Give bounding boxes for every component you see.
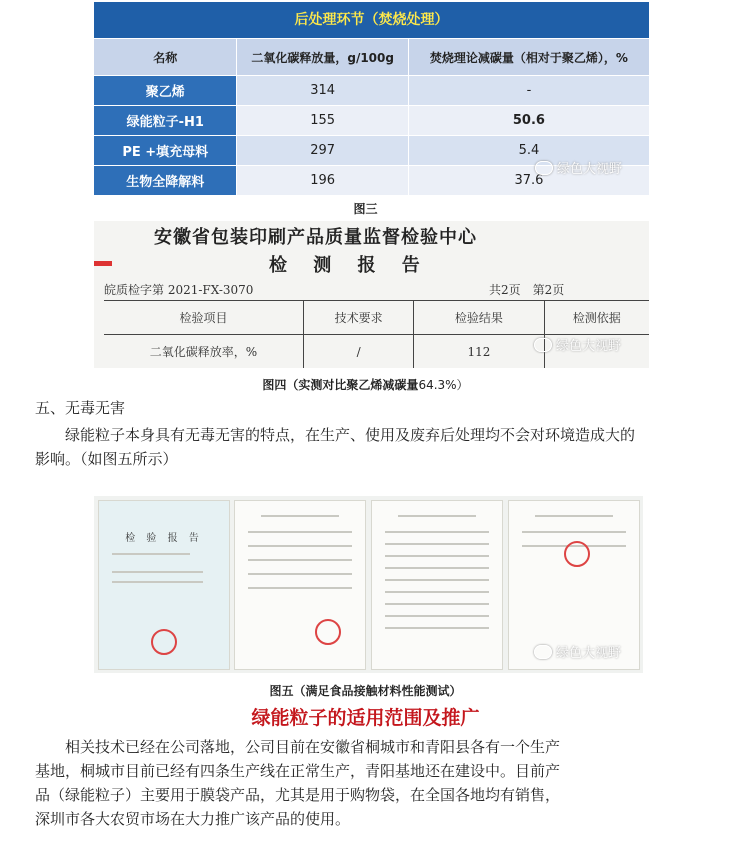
row-co2: 297	[236, 136, 407, 165]
paragraph-line: 相关技术已经在公司落地，公司目前在安徽省桐城市和青阳县各有一个生产	[65, 738, 561, 756]
report-table	[104, 300, 649, 368]
paragraph-line: 影响。（如图五所示）	[35, 450, 178, 468]
report-pages: 共2页 第2页	[489, 283, 565, 297]
wechat-icon	[535, 161, 553, 175]
watermark-text: 绿色大视野	[556, 646, 622, 661]
watermark-text: 绿色大视野	[557, 162, 623, 177]
caption-main: 图四（实测对比聚乙烯减碳量	[262, 378, 419, 392]
report-cell: /	[303, 335, 413, 368]
report-cover	[98, 500, 230, 670]
row-reduction: 37.6	[408, 166, 649, 195]
test-reports-photo	[94, 496, 643, 673]
row-co2: 314	[236, 76, 407, 105]
inspection-report-photo	[94, 221, 649, 368]
cover-title: 检 验 报 告	[125, 533, 203, 544]
header-name: 名称	[153, 50, 178, 65]
report-number: 皖质检字第 2021-FX-3070	[104, 283, 254, 297]
red-mark	[94, 261, 112, 266]
wechat-icon	[534, 338, 552, 352]
row-reduction: -	[408, 76, 649, 105]
inspection-center-name: 安徽省包装印刷产品质量监督检验中心	[154, 227, 477, 248]
paragraph-line: 品（绿能粒子）主要用于膜袋产品，尤其是用于购物袋，在全国各地均有销售，	[35, 786, 561, 804]
watermark	[535, 158, 622, 177]
closing-paragraph	[35, 735, 655, 831]
row-name: 聚乙烯	[94, 76, 236, 105]
report-header: 技术要求	[303, 301, 413, 334]
report-cell: 二氧化碳释放率，%	[149, 345, 258, 359]
row-name: 绿能粒子-H1	[94, 106, 236, 135]
report-cell: 112	[413, 335, 543, 368]
report-header: 检测依据	[544, 301, 649, 334]
section-paragraph	[35, 423, 635, 447]
table-row	[94, 105, 649, 135]
watermark-text: 绿色大视野	[556, 339, 622, 354]
watermark	[534, 335, 621, 354]
header-reduction: 焚烧理论减碳量（相对于聚乙烯），%	[408, 39, 649, 75]
row-co2: 196	[236, 166, 407, 195]
row-name: 生物全降解料	[94, 166, 236, 195]
figure5-caption: 图五（满足食品接触材料性能测试）	[269, 684, 462, 698]
row-name: PE +填充母料	[94, 136, 236, 165]
header-co2: 二氧化碳释放量，g/100g	[236, 39, 407, 75]
paragraph-line: 绿能粒子本身具有无毒无害的特点，在生产、使用及废弃后处理均不会对环境造成大的	[65, 426, 636, 444]
report-header: 检验项目	[179, 311, 228, 325]
report-header-row	[104, 301, 649, 335]
section-paragraph-cont	[35, 447, 178, 471]
caption-percent: 64.3%）	[418, 378, 469, 392]
figure4-caption	[0, 376, 731, 393]
table-header-row	[94, 38, 649, 75]
figure3-caption: 图三	[353, 202, 378, 216]
row-reduction-highlight: 50.6	[408, 106, 649, 135]
report-header: 检验结果	[413, 301, 543, 334]
paragraph-line: 深圳市各大农贸市场在大力推广该产品的使用。	[35, 810, 351, 828]
section-title: 绿能粒子的适用范围及推广	[251, 707, 480, 729]
table-title: 后处理环节（焚烧处理）	[94, 2, 649, 38]
section-heading: 五、无毒无害	[35, 399, 126, 417]
wechat-icon	[534, 645, 552, 659]
watermark	[534, 642, 621, 661]
row-reduction: 5.4	[408, 136, 649, 165]
paragraph-line: 基地，桐城市目前已经有四条生产线在正常生产，青阳基地还在建设中。目前产	[35, 762, 561, 780]
seal-icon	[564, 541, 590, 567]
report-page	[371, 500, 503, 670]
row-co2: 155	[236, 106, 407, 135]
seal-icon	[315, 619, 341, 645]
table-row	[94, 75, 649, 105]
report-page	[234, 500, 366, 670]
seal-icon	[151, 629, 177, 655]
report-title: 检 测 报 告	[269, 255, 430, 276]
